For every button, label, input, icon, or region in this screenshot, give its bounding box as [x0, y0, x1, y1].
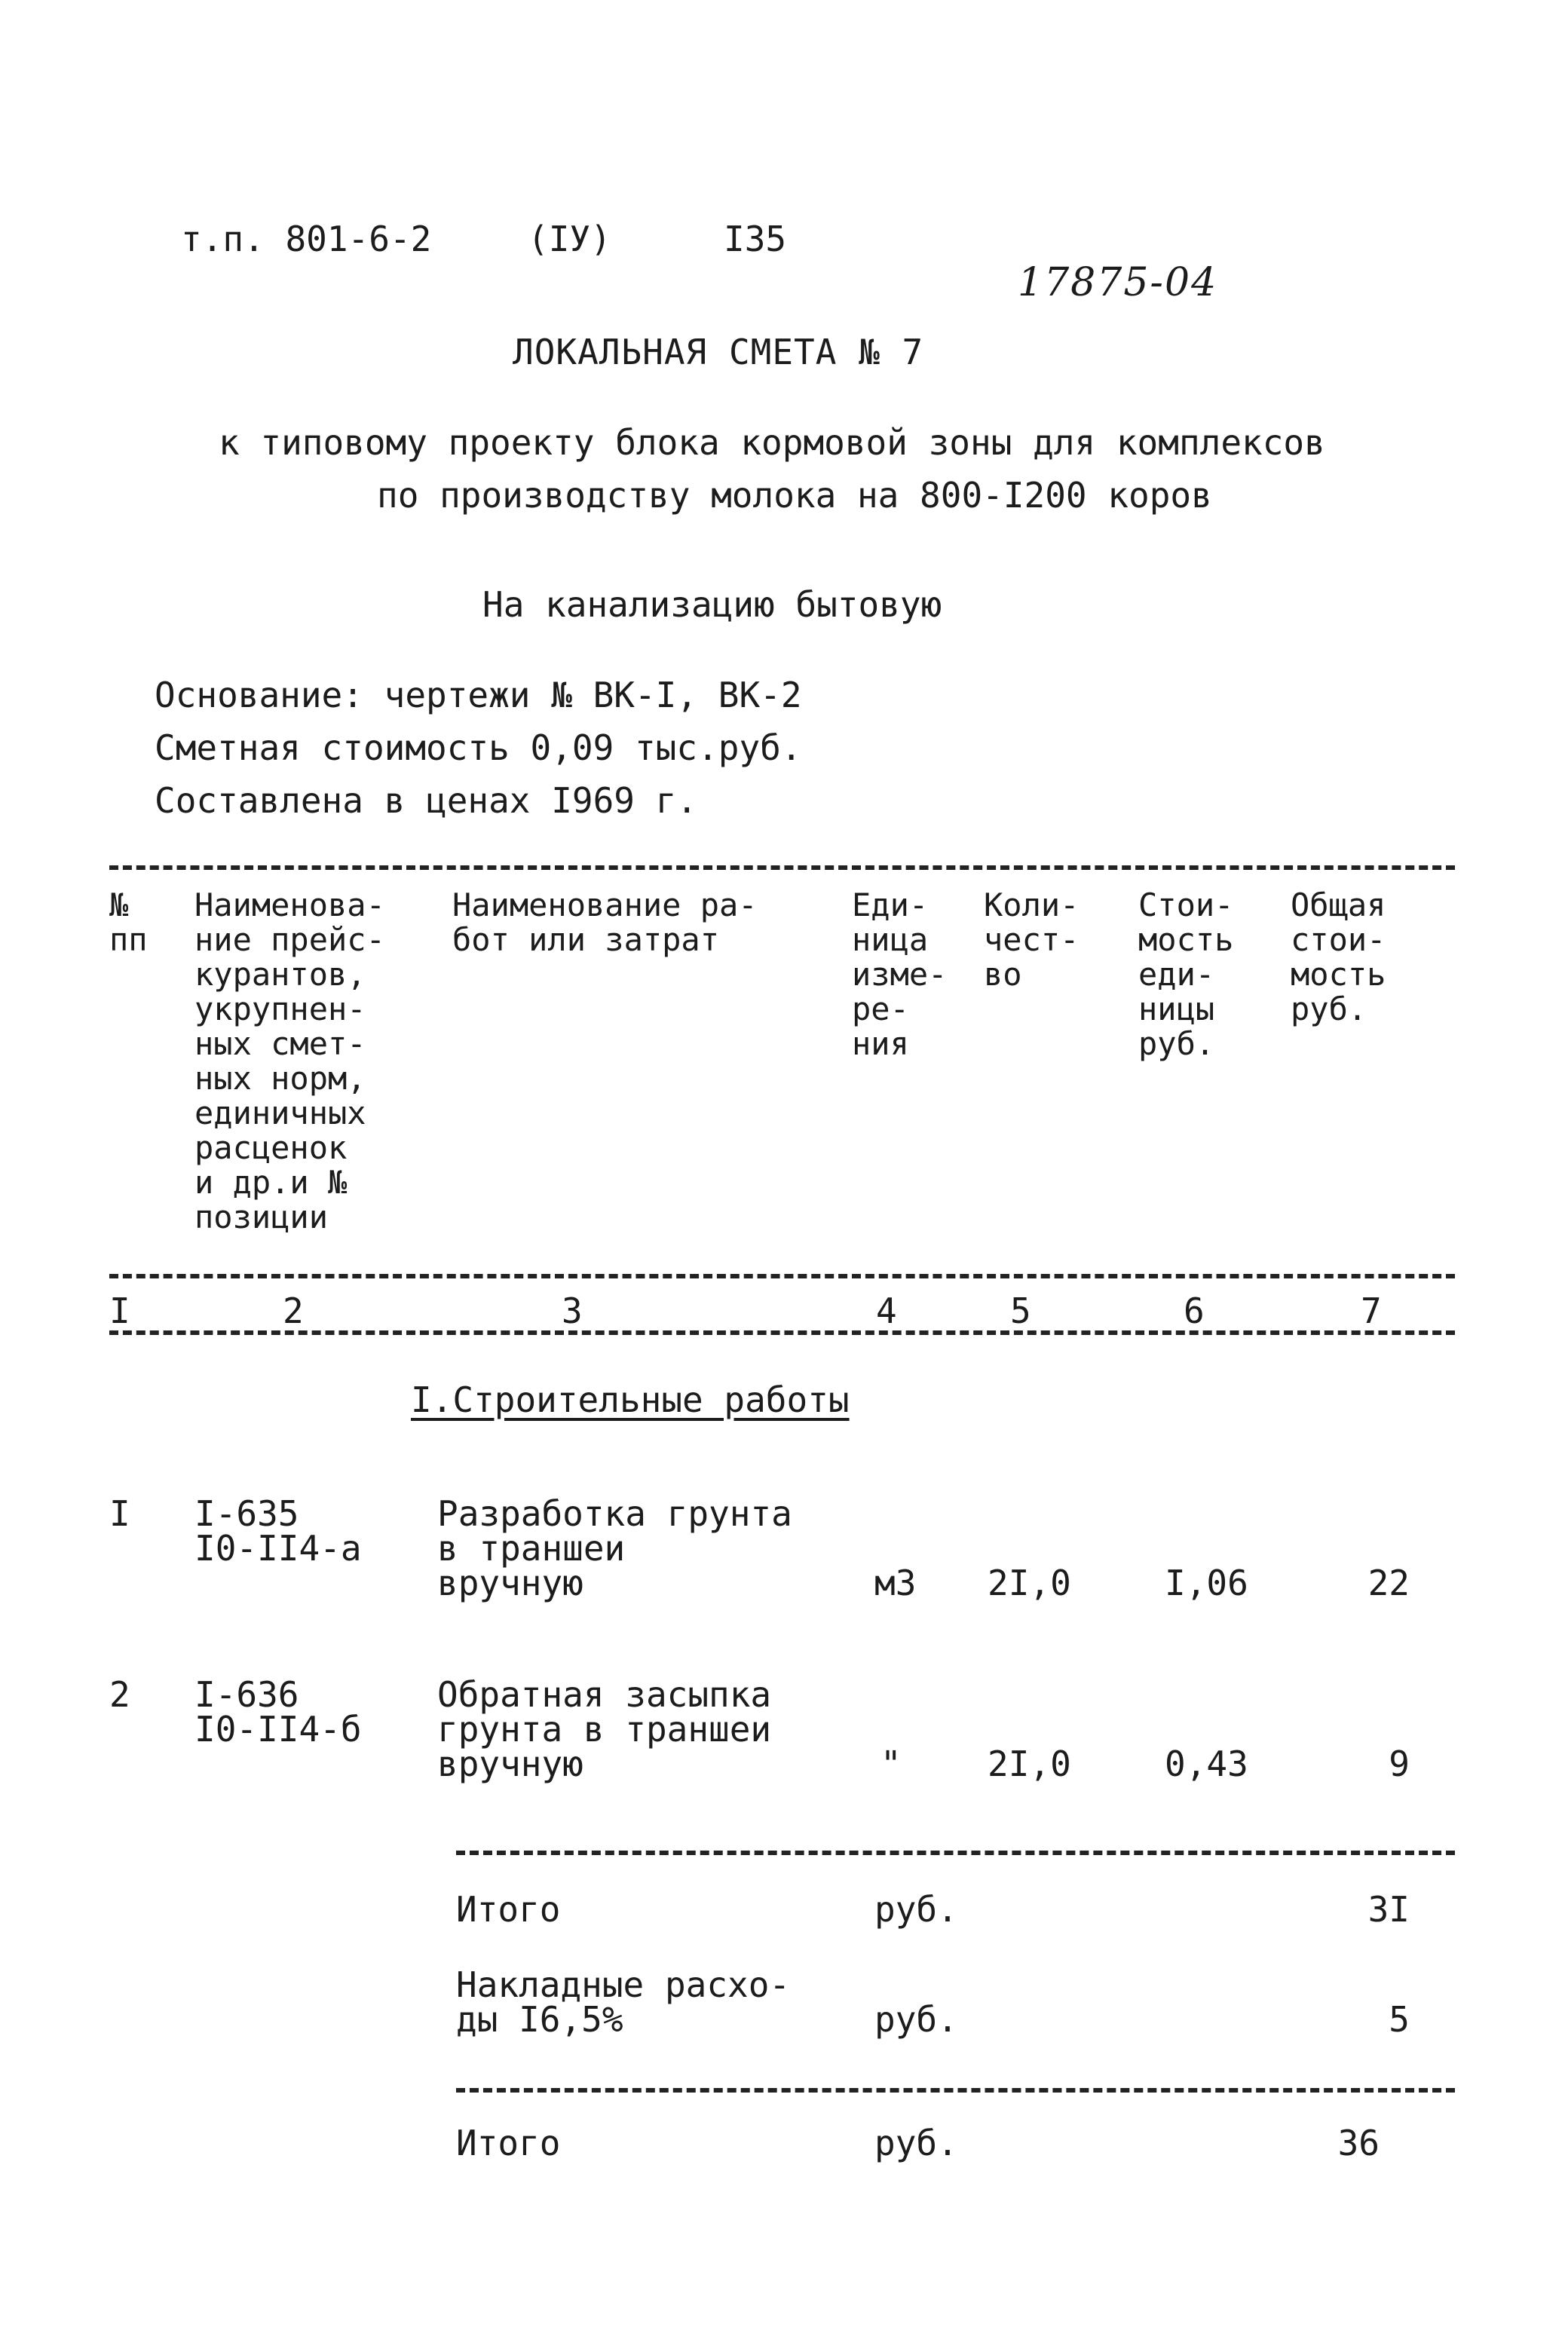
row-2-code-b: I0-II4-б [194, 1709, 362, 1750]
header-col-number: № пп [109, 886, 148, 958]
document-series: т.п. 801-6-2 [181, 219, 432, 259]
overhead-unit: руб. [874, 1999, 958, 2040]
row-1-number: I [109, 1493, 130, 1534]
row-2-name-line-1: Обратная засыпка [437, 1674, 772, 1715]
row-1-unit: м3 [874, 1563, 917, 1603]
row-2-name-line-3: вручную [437, 1744, 583, 1784]
overhead-label-line-2: ды I6,5% [456, 1999, 623, 2040]
subtotal-total: 3I [1367, 1889, 1410, 1930]
row-1-unit-cost: I,06 [1165, 1563, 1248, 1603]
total-rule [456, 2088, 1455, 2093]
subtitle-line-2: по производству молока на 800-I200 коров [377, 475, 1212, 516]
basis-line: Основание: чертежи № ВК-I, ВК-2 [155, 675, 802, 715]
total-label: Итого [456, 2123, 561, 2163]
row-2-total: 9 [1389, 1744, 1410, 1784]
subtotal-label: Итого [456, 1889, 561, 1930]
section-title: I.Строительные работы [411, 1379, 850, 1420]
row-1-total: 22 [1367, 1563, 1410, 1603]
row-2-code-a: I-636 [194, 1674, 299, 1715]
prices-year-line: Составлена в ценах I969 г. [155, 780, 698, 821]
row-1-code-b: I0-II4-а [194, 1528, 362, 1569]
page-number: I35 [724, 219, 787, 259]
header-bottom-rule [109, 1274, 1455, 1278]
subtotal-unit: руб. [874, 1889, 958, 1930]
column-number-6: 6 [1184, 1290, 1205, 1331]
estimated-cost-line: Сметная стоимость 0,09 тыс.руб. [155, 727, 802, 768]
header-col-total-cost: Общая стои- мость руб. [1291, 886, 1386, 1027]
row-2-quantity: 2I,0 [988, 1744, 1071, 1784]
header-col-quantity: Коли- чест- во [984, 886, 1080, 993]
handwritten-code: 17875-04 [1018, 260, 1218, 305]
row-1-name-line-1: Разработка грунта [437, 1493, 792, 1534]
overhead-total: 5 [1389, 1999, 1410, 2040]
grand-total: 36 [1337, 2123, 1380, 2163]
row-2-name-line-2: грунта в траншеи [437, 1709, 772, 1750]
row-1-code-a: I-635 [194, 1493, 299, 1534]
header-col-unit: Еди- ница изме- ре- ния [852, 886, 948, 1062]
column-number-7: 7 [1361, 1290, 1382, 1331]
column-number-3: 3 [562, 1290, 583, 1331]
row-1-quantity: 2I,0 [988, 1563, 1071, 1603]
section-purpose: На канализацию бытовую [482, 584, 942, 625]
overhead-label-line-1: Накладные расхо- [456, 1964, 791, 2005]
row-2-unit: " [880, 1744, 902, 1784]
column-number-1: I [109, 1290, 130, 1331]
row-2-number: 2 [109, 1674, 130, 1715]
column-number-4: 4 [876, 1290, 897, 1331]
header-col-unit-cost: Стои- мость еди- ницы руб. [1138, 886, 1234, 1062]
subtotal-rule [456, 1851, 1455, 1855]
document-title: ЛОКАЛЬНАЯ СМЕТА № 7 [513, 332, 924, 372]
column-numbers-rule [109, 1330, 1455, 1335]
header-col-work-name: Наименование ра- бот или затрат [452, 886, 758, 958]
row-1-name-line-2: в траншеи [437, 1528, 626, 1569]
row-1-name-line-3: вручную [437, 1563, 583, 1603]
column-number-2: 2 [283, 1290, 304, 1331]
total-unit: руб. [874, 2123, 958, 2163]
table-top-rule [109, 865, 1455, 870]
document-volume: (IУ) [528, 219, 611, 259]
column-number-5: 5 [1010, 1290, 1031, 1331]
subtitle-line-1: к типовому проекту блока кормовой зоны для комплексов [219, 422, 1325, 463]
header-col-pricelist: Наименова- ние прейс- курантов, укрупнен- ных смет- ных норм, единичных расценок и др.и № позиции [194, 886, 385, 1235]
row-2-unit-cost: 0,43 [1165, 1744, 1248, 1784]
